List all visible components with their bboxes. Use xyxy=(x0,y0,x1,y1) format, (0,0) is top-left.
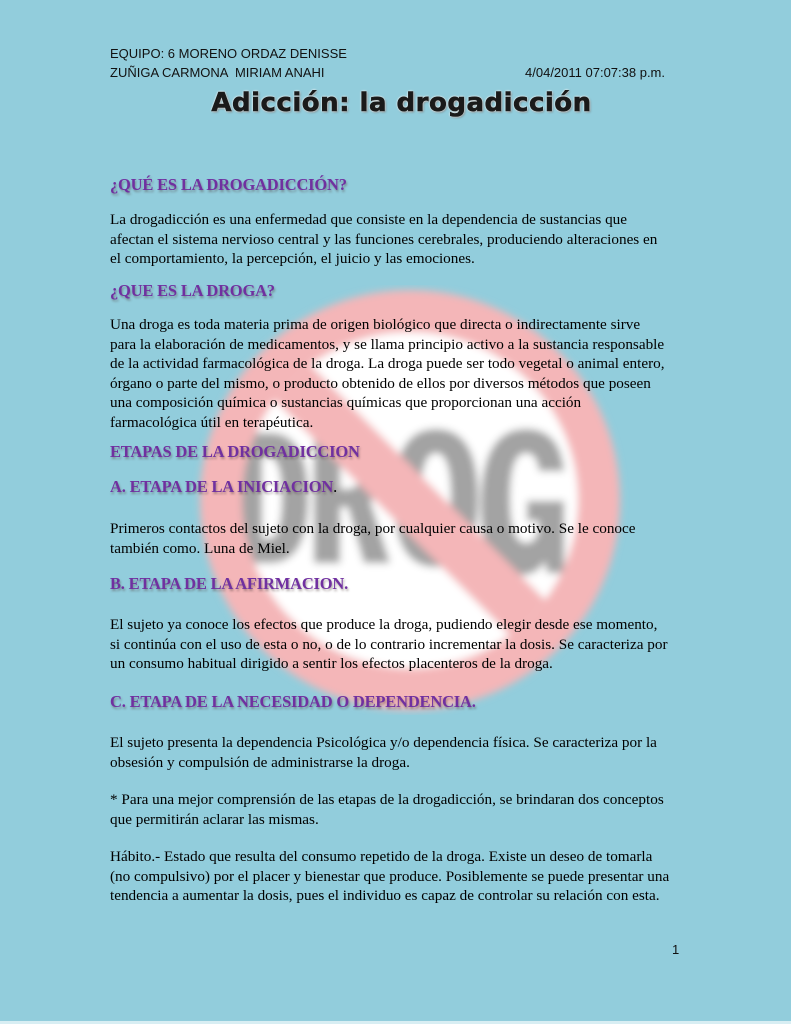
team-line: EQUIPO: 6 MORENO ORDAZ DENISSE xyxy=(110,46,347,61)
paragraph-que-es-drogadiccion xyxy=(110,210,680,269)
text-line: Primeros contactos del sujeto con la droga, por cualquier causa o motivo. Se le conoce xyxy=(110,520,636,537)
document-title: Adicción: la drogadicción xyxy=(211,88,592,118)
text-line: tendencia a aumentar la dosis, pues el individuo es capaz de controlar su relación con esta. xyxy=(110,887,660,904)
text-line: obsesión y compulsión de administrarse la droga. xyxy=(110,753,410,771)
heading-que-es-drogadiccion: ¿QUÉ ES LA DROGADICCIÓN? xyxy=(110,175,347,194)
text-line: órgano o parte del mismo, o producto obtenido de ellos por diversos métodos que poseen xyxy=(110,374,651,392)
paragraph-nota xyxy=(110,790,680,829)
text-line: El sujeto presenta la dependencia Psicológica y/o dependencia física. Se caracteriza por la xyxy=(110,734,657,751)
heading-que-es-droga: ¿QUE ES LA DROGA? xyxy=(110,281,275,300)
text-line: también como. Luna de Miel. xyxy=(110,539,290,557)
timestamp: 4/04/2011 07:07:38 p.m. xyxy=(525,65,665,80)
text-line: de la actividad farmacológica de la droga. La droga puede ser todo vegetal o animal entero, xyxy=(110,355,665,372)
team-members-line: ZUÑIGA CARMONA MIRIAM ANAHI xyxy=(110,65,325,80)
document-header xyxy=(110,44,665,82)
text-line: si continúa con el uso de esta o no, o de lo contrario incrementar la dosis. Se caracteriza por xyxy=(110,635,668,653)
text-line: El sujeto ya conoce los efectos que produce la droga, pudiendo elegir desde ese momento, xyxy=(110,616,658,633)
heading-etapa-c: C. ETAPA DE LA NECESIDAD O DEPENDENCIA. xyxy=(110,692,476,711)
paragraph-habito xyxy=(110,847,680,906)
text-line: un consumo habitual dirigido a sentir los efectos placenteros de la droga. xyxy=(110,655,553,672)
page-number: 1 xyxy=(672,942,680,957)
heading-etapa-a xyxy=(110,477,337,497)
heading-etapa-a-suffix: . xyxy=(333,477,338,496)
heading-etapas: ETAPAS DE LA DROGADICCION xyxy=(110,442,360,461)
text-line: para la elaboración de medicamentos, y se llama principio activo a la sustancia responsable xyxy=(110,335,665,353)
text-line: una composición química o sustancias químicas que proporcionan una acción xyxy=(110,394,582,411)
heading-etapa-a-text: A. ETAPA DE LA INICIACION xyxy=(110,477,334,496)
text-line: La drogadicción es una enfermedad que consiste en la dependencia de sustancias que xyxy=(110,211,628,228)
text-line: Una droga es toda materia prima de origen biológico que directa o indirectamente sirve xyxy=(110,316,641,333)
paragraph-etapa-c xyxy=(110,733,680,772)
text-line: que permitirán aclarar las mismas. xyxy=(110,810,319,828)
text-line: farmacológica útil en terapéutica. xyxy=(110,413,314,431)
paragraph-etapa-a xyxy=(110,519,680,558)
text-line: Hábito.- Estado que resulta del consumo repetido de la droga. Existe un deseo de tomarla xyxy=(110,848,653,865)
paragraph-que-es-droga xyxy=(110,315,680,432)
text-line: afectan el sistema nervioso central y las funciones cerebrales, produciendo alteraciones en xyxy=(110,230,658,248)
text-line: el comportamiento, la percepción, el juicio y las emociones. xyxy=(110,250,475,267)
heading-etapa-b: B. ETAPA DE LA AFIRMACION. xyxy=(110,574,349,593)
text-line: (no compulsivo) por el placer y bienestar que produce. Posiblemente se puede presentar una xyxy=(110,867,670,885)
text-line: * Para una mejor comprensión de las etapas de la drogadicción, se brindaran dos conceptos xyxy=(110,791,664,808)
paragraph-etapa-b xyxy=(110,615,680,674)
